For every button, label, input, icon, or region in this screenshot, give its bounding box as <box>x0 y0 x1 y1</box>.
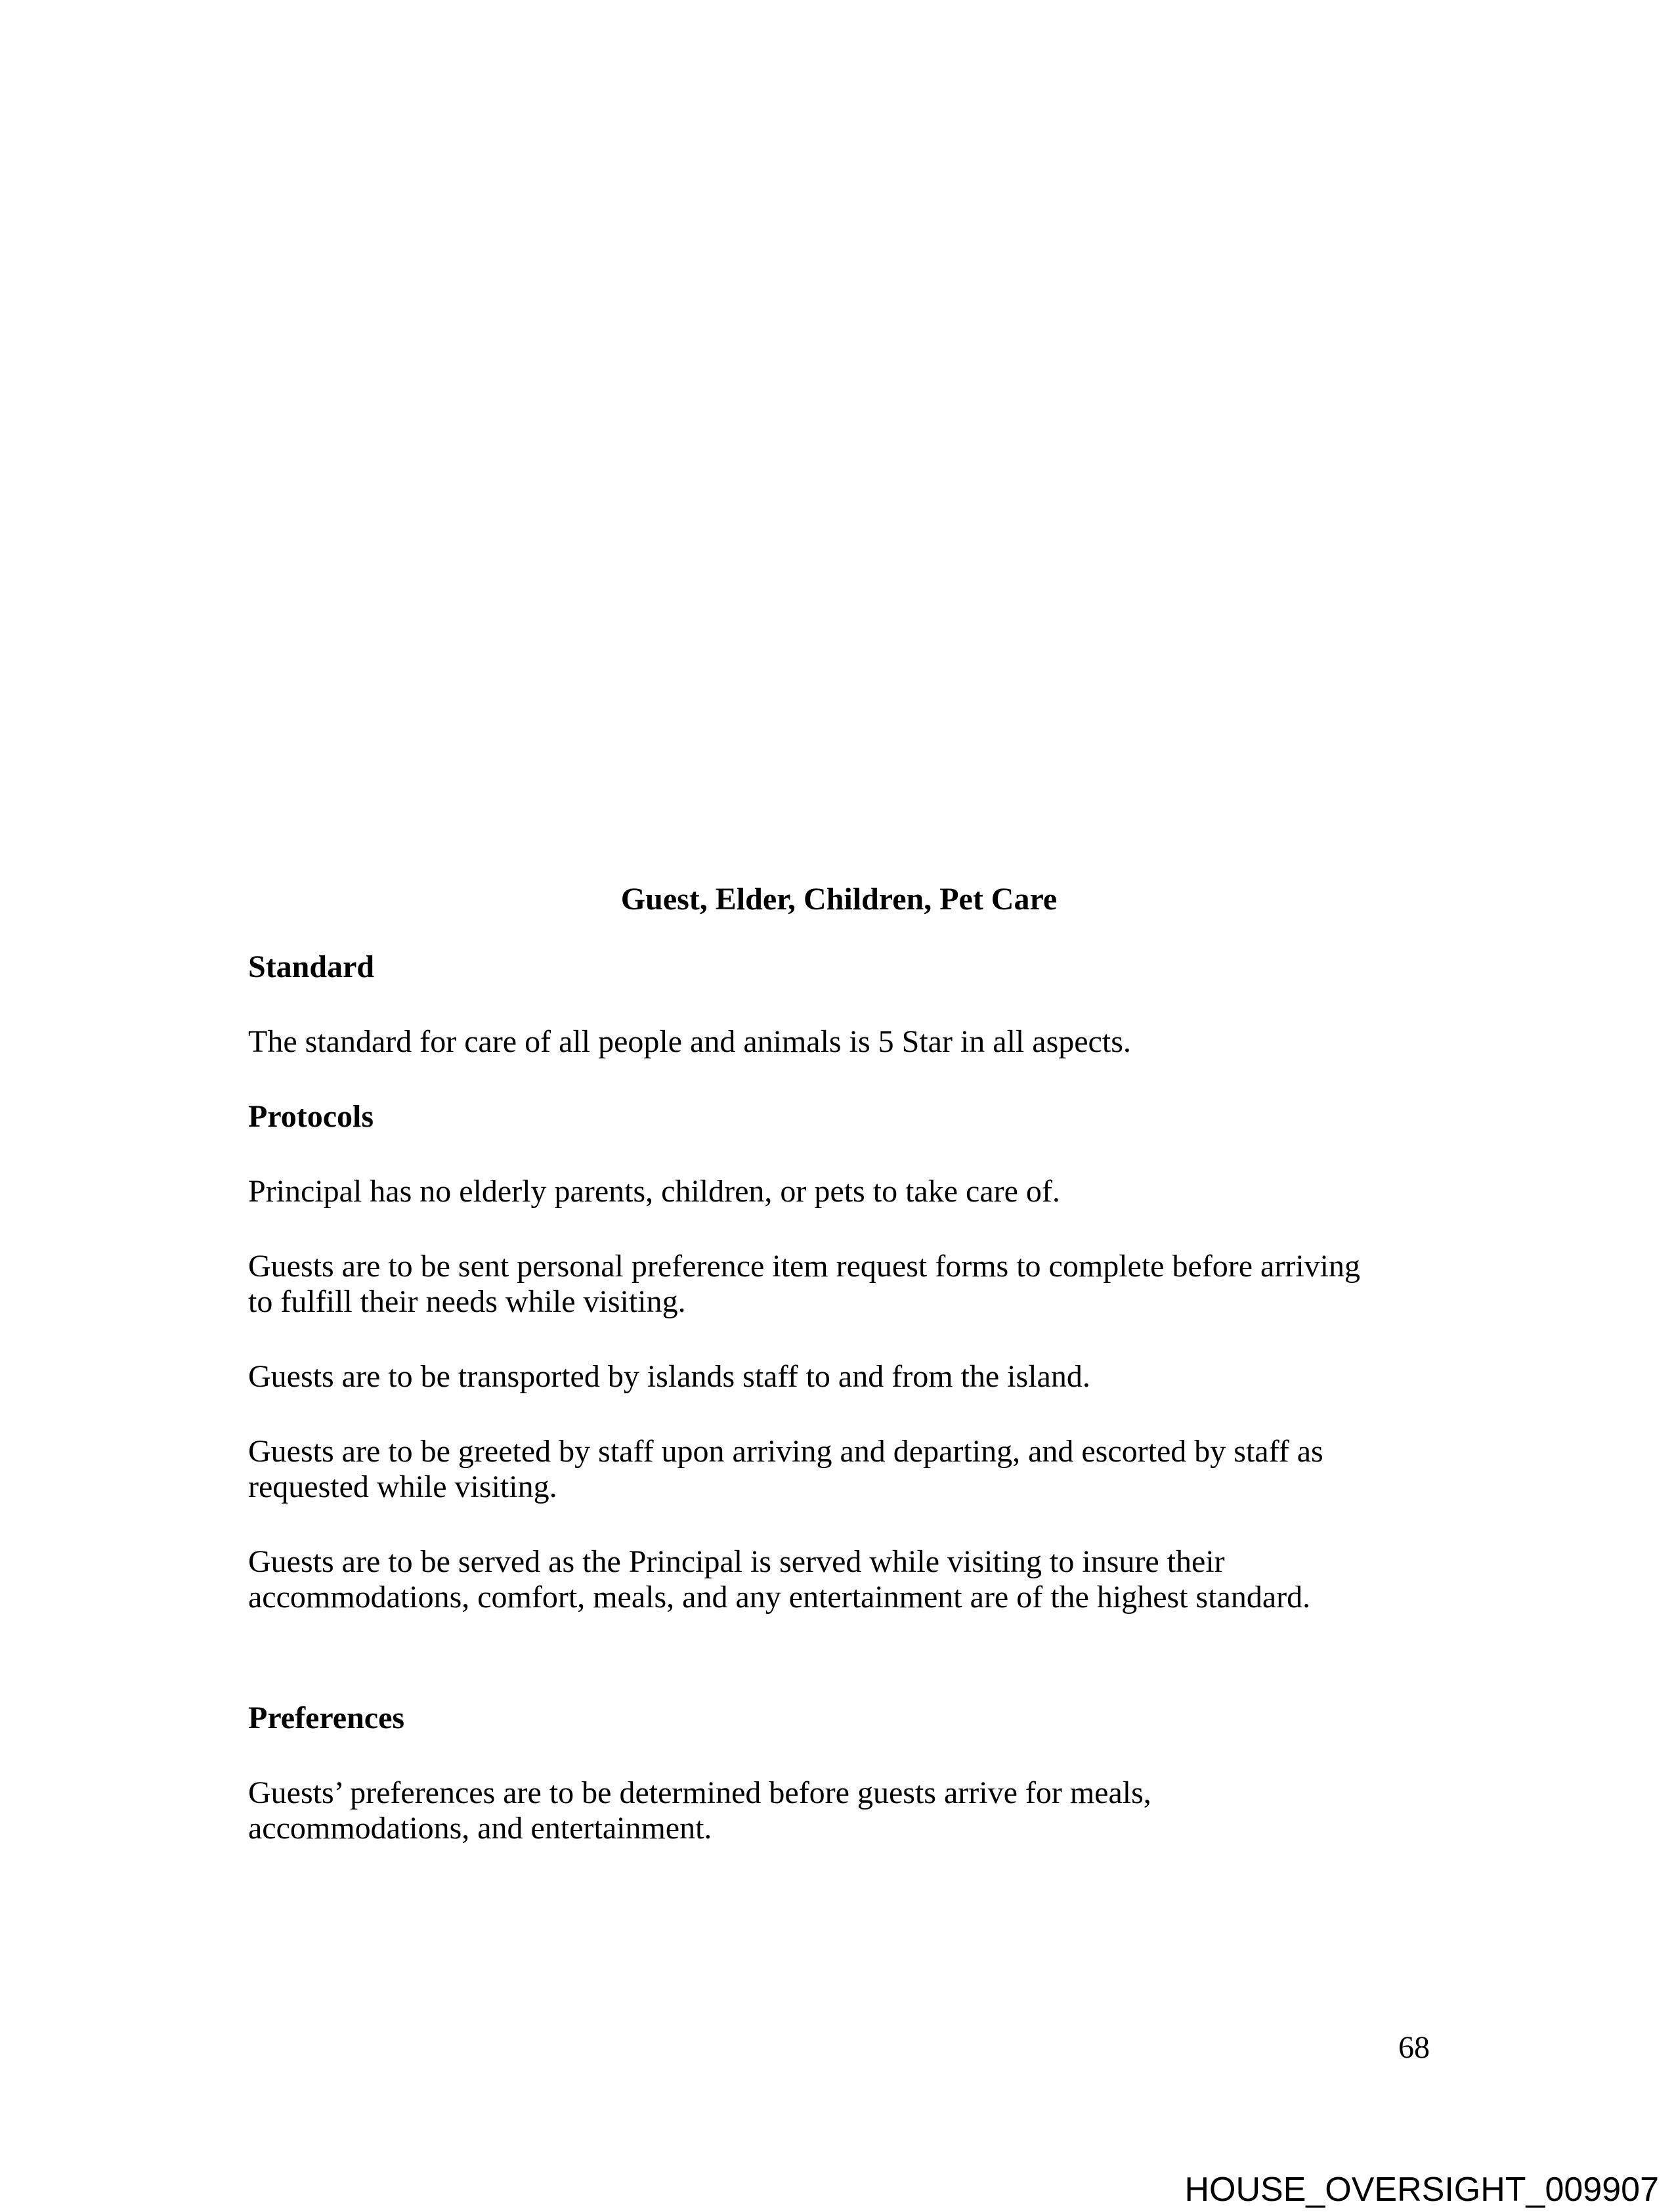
document-title: Guest, Elder, Children, Pet Care <box>620 882 1058 917</box>
section-heading-preferences: Preferences <box>248 1701 405 1735</box>
paragraph-line: accommodations, and entertainment. <box>248 1811 712 1846</box>
paragraph-guest-preferences <box>248 1775 1430 1846</box>
paragraph-line: accommodations, comfort, meals, and any entertainment are of the highest standard. <box>248 1580 1311 1615</box>
paragraph-guest-service <box>248 1544 1430 1615</box>
bates-stamp: HOUSE_OVERSIGHT_009907 <box>1184 2171 1659 2209</box>
paragraph-line: requested while visiting. <box>248 1469 557 1504</box>
paragraph-guest-forms <box>248 1249 1430 1320</box>
paragraph-line: Guests are to be sent personal preference item request forms to complete before arriving <box>248 1249 1360 1284</box>
paragraph-line: Guests are to be transported by islands staff to and from the island. <box>248 1359 1090 1394</box>
paragraph-line: Principal has no elderly parents, children, or pets to take care of. <box>248 1174 1060 1209</box>
section-heading-protocols: Protocols <box>248 1099 374 1134</box>
paragraph-guest-transport <box>248 1359 1430 1395</box>
paragraph-line: to fulfill their needs while visiting. <box>248 1284 686 1319</box>
paragraph-guest-greeting <box>248 1434 1430 1505</box>
paragraph-standard-text <box>248 1024 1430 1060</box>
section-heading-standard: Standard <box>248 949 375 984</box>
page-number: 68 <box>1398 2030 1430 2065</box>
paragraph-line: Guests are to be served as the Principal is served while visiting to insure their <box>248 1544 1225 1579</box>
paragraph-line: The standard for care of all people and animals is 5 Star in all aspects. <box>248 1024 1131 1059</box>
paragraph-principal <box>248 1174 1430 1209</box>
paragraph-line: Guests’ preferences are to be determined before guests arrive for meals, <box>248 1775 1151 1810</box>
paragraph-line: Guests are to be greeted by staff upon arriving and departing, and escorted by staff as <box>248 1434 1323 1469</box>
